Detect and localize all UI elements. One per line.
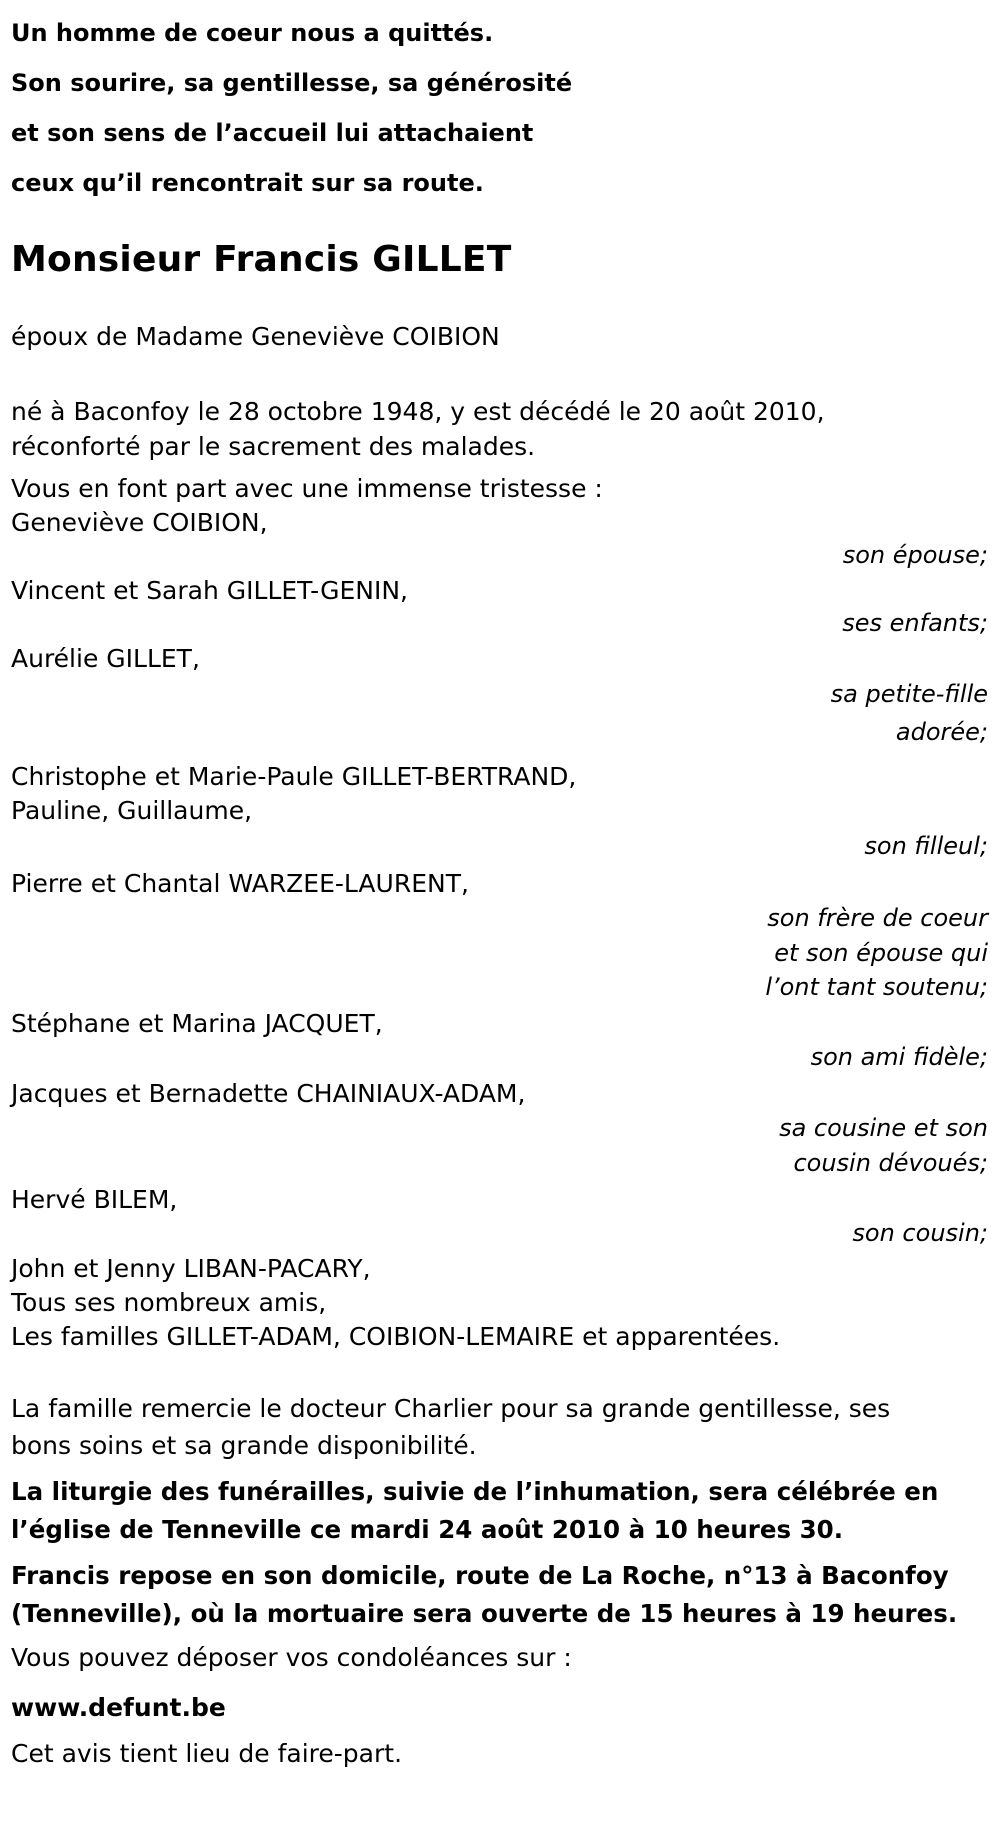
born-line: réconforté par le sacrement des malades. [11,432,536,461]
family-relation: son cousin; [852,1219,988,1247]
rest-paragraph [11,1556,988,1632]
website-link[interactable]: www.defunt.be [11,1693,226,1722]
family-relation: son épouse; [842,541,988,569]
family-names: Vincent et Sarah GILLET-GENIN, [11,576,408,605]
family-relation: sa petite-fille [830,680,988,708]
family-relation: son filleul; [864,832,988,860]
family-relation: son frère de coeur [767,904,988,932]
family-names: Pierre et Chantal WARZEE-LAURENT, [11,869,469,898]
family-names: Christophe et Marie-Paule GILLET-BERTRAND, [11,762,577,791]
family-entry [11,508,988,572]
family-names: Jacques et Bernadette CHAINIAUX-ADAM, [11,1079,526,1108]
family-entry [11,576,988,640]
family-relation: et son épouse qui [774,939,988,967]
death-notice [11,8,988,1774]
family-names: Stéphane et Marina JACQUET, [11,1009,383,1038]
liturgy-line: l’église de Tenneville ce mardi 24 août 2010 à 10 heures 30. [11,1515,844,1544]
relatives-line: Les familles GILLET-ADAM, COIBION-LEMAIRE et apparentées. [11,1322,781,1351]
liturgy-line: La liturgie des funérailles, suivie de l’inhumation, sera célébrée en [11,1477,939,1506]
spouse-line: époux de Madame Geneviève COIBION [11,322,500,351]
birth-death-info [11,392,988,462]
announce-line: Vous en font part avec une immense tristesse : [11,474,603,503]
family-list [11,508,988,1250]
family-entry [11,868,988,1004]
family-relation: ses enfants; [842,609,988,637]
family-names: Aurélie GILLET, [11,644,200,673]
intro-line: ceux qu’il rencontrait sur sa route. [11,169,484,197]
closing-line: Cet avis tient lieu de faire-part. [11,1739,403,1768]
liturgy-paragraph [11,1472,988,1548]
family-relation: adorée; [895,718,988,746]
family-entry [11,760,988,864]
thanks-line: La famille remercie le docteur Charlier pour sa grande gentillesse, ses [11,1394,891,1423]
intro-line: et son sens de l’accueil lui attachaient [11,119,534,147]
family-entry [11,1184,988,1250]
deceased-name: Monsieur Francis GILLET [11,239,512,280]
family-names: Hervé BILEM, [11,1185,178,1214]
other-relatives [11,1252,988,1354]
family-entry [11,1008,988,1074]
rest-line: (Tenneville), où la mortuaire sera ouverte de 15 heures à 19 heures. [11,1599,958,1628]
family-entry [11,1078,988,1180]
family-relation: cousin dévoués; [793,1149,988,1177]
family-relation: l’ont tant soutenu; [765,973,988,1001]
born-line: né à Baconfoy le 28 octobre 1948, y est décédé le 20 août 2010, [11,397,825,426]
family-entry [11,644,988,750]
family-relation: sa cousine et son [779,1114,988,1142]
thanks-line: bons soins et sa grande disponibilité. [11,1431,477,1460]
family-relation: son ami fidèle; [810,1043,988,1071]
relatives-line: Tous ses nombreux amis, [11,1288,327,1317]
thanks-paragraph [11,1390,988,1464]
intro-line: Un homme de coeur nous a quittés. [11,19,494,47]
family-names: Pauline, Guillaume, [11,796,253,825]
relatives-line: John et Jenny LIBAN-PACARY, [11,1254,371,1283]
condolences-line: Vous pouvez déposer vos condoléances sur : [11,1643,572,1672]
intro-line: Son sourire, sa gentillesse, sa générosité [11,69,573,97]
family-names: Geneviève COIBION, [11,508,268,537]
intro-verse [11,8,988,208]
rest-line: Francis repose en son domicile, route de La Roche, n°13 à Baconfoy [11,1561,949,1590]
